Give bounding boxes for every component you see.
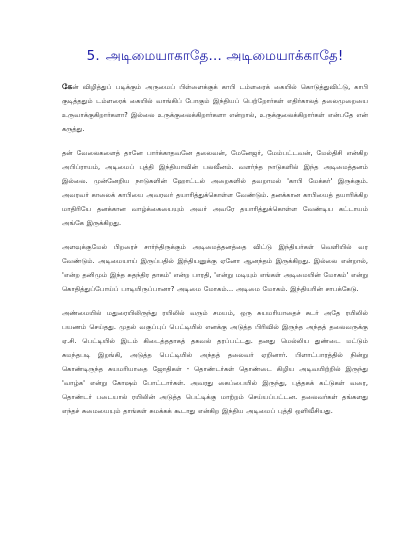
paragraph-text: அண்மையில் மதுரையிலிருந்து ரயிலில் வரும் சமயம், ஒரு சுயமரியாதைச் சுடர் அதே ரயிலில் பயணம் செய்தது. முதல் வகுப்புப் பெட்டியில் எனக்கு அடுத்த பிரிவில் இருந்த அந்தத் தலைவருக்கு ஏ.சி. பெட்டியில் இடம் கிடைத்ததாகத் தகவல் தரப்பட்டது. தனது மெல்லிய துண்டை மட்டும் சுமந்தபடி இறங்கி, அடுத்த பெட்டியில் அந்தத் தலைவர் ஏறினார். பிளாட்பாரத்தில் நின்று கொண்டிருந்த சுயமரியாதை ஜோதிகள் - தொண்டர்கள் தொண்டை கிழிய அடிவயிற்றில் இருந்து 'வாழ்க' என்று கோஷம் போட்டார்கள். அவரது கைப்பையில் இருந்து, புத்தகக் கட்டுகள் வரை, தொண்டர் படையால் ரயிலின் அடுத்த பெட்டிக்கு மாற்றம் செய்யப்பட்டன. தலைவர்கள் தங்களது எந்தச் சுமையையும் தாங்கள் சுமக்கக் கூடாது என்கிற இந்திய அடிமைப் புத்தி ஒளிவீசியது.	[62, 309, 368, 415]
paragraph-text: ன் விழித்துப் படிக்கும் அருமைப் பிள்ளைக்குக் காபி டம்ளரைக் கையில் கொடுத்துவிட்டு, காபி குடித்ததும் டம்ளரைக் கையில் வாங்கிப் போகும் இந்தியப் பெற்றோர்கள் எதிர்காலத் தலைமுறையை உருவாக்குகிறார்களா? இல்லை உருக்குலைக்கிறார்களா என்றால், உருக்குலைக்கிறார்கள் என்பதே என் கருத்து.	[62, 83, 368, 133]
paragraph-2	[62, 146, 368, 230]
paragraph-4	[62, 306, 368, 418]
paragraph-1	[62, 80, 368, 136]
chapter-number: 5.	[86, 48, 100, 64]
paragraph-text: அளவுக்குமேல் பிறரைச் சார்ந்திருக்கும் அடிமைத்தனத்தை விட்டு இந்தியர்கள் வெளியில் வர வேண்டும். அடிமையாய் இருப்பதில் இந்தியனுக்கு ஏனோ ஆனந்தம் இருக்கிறது. இல்லை என்றால், 'என்ற தனிமும் இந்த சுதந்திர தாகம்' என்ற பாரதி, 'என்று மடியும் எங்கள் அடிமையின் மோகம்' என்று கொதித்துப்போய்ப் பாடியிருப்பானா? அடிமை மோகம்… அடிமை மோகம். இந்தியரின் சாபக்கேடு.	[62, 243, 368, 293]
drop-cap: கே	[62, 82, 73, 91]
chapter-title	[62, 48, 368, 66]
paragraph-3	[62, 240, 368, 296]
chapter-title-text: அடிமையாகாதே… அடிமையாக்காதே!	[105, 48, 344, 64]
paragraph-text: தன் வேலைகளைத் தானே பார்க்காதவனே தலைவன், மேனேஜர், மேம்பட்டவன், மேல்திசி என்கிற அபிப்ராயம், அடிமைப் புத்தி இந்தியாவின் பலவீனம். வளர்ந்த நாடுகளில் இந்த அடிமைத்தனம் இல்லை. முன்னேறிய நாடுகளின் ஹோட்டல் அறைகளில் தவறாமல் 'காபி மேக்கர்' இருக்கும். அவரவர் காலைக் காபியை அவரவர் தயாரித்துக்கொள்ள வேண்டும். தனக்கான காபியைத் தயாரிக்கிற மாதிரியே தனக்கான வாழ்க்கையையும் அவர் அவரே தயாரித்துக்கொள்ள வேண்டிய கட்டாயம் அங்கே இருக்கிறது.	[62, 149, 368, 227]
